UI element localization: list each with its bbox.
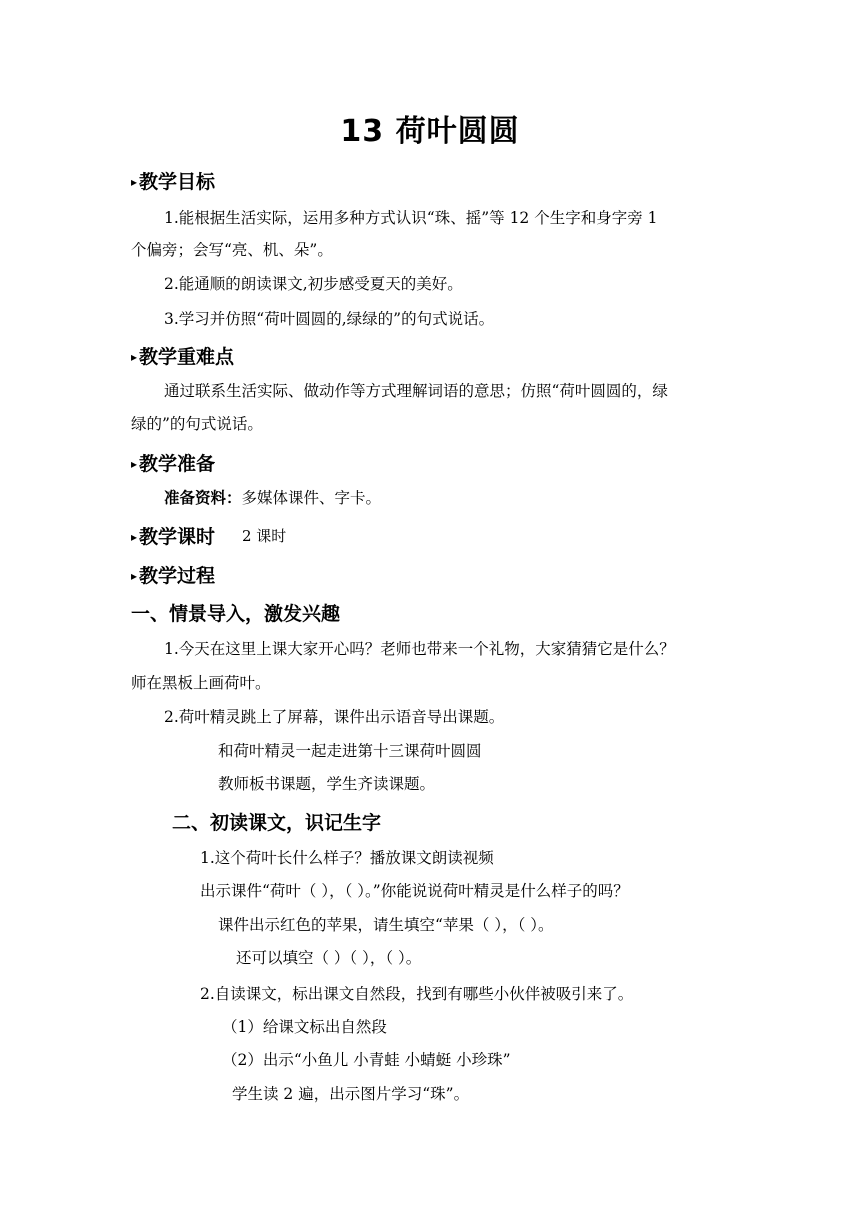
heading-teaching-process (131, 561, 215, 588)
heading-preparation (131, 449, 215, 476)
part2-line-5: 2.自读课文，标出课文自然段，找到有哪些小伙伴被吸引来了。 (200, 985, 634, 1003)
part1-line-4: 教师板书课题，学生齐读课题。 (218, 775, 436, 793)
part1-line-3: 和荷叶精灵一起走进第十三课荷叶圆圆 (218, 742, 482, 760)
heading-key-points (131, 342, 234, 369)
part2-line-3: 课件出示红色的苹果，请生填空“苹果（ ），（ ）。 (218, 916, 554, 934)
lesson-title: 13 荷叶圆圆 (340, 114, 520, 149)
goal-line-1-cont: 个偏旁；会写“亮、机、朵”。 (131, 241, 333, 259)
part2-line-6: （1）给课文标出自然段 (222, 1018, 387, 1036)
goal-line-3: 3.学习并仿照“荷叶圆圆的,绿绿的”的句式说话。 (164, 310, 495, 328)
goal-line-1: 1.能根据生活实际，运用多种方式认识“珠、摇”等 12 个生字和身字旁 1 (164, 209, 658, 227)
class-hours-value: 2 课时 (242, 527, 287, 545)
part2-line-8: 学生读 2 遍，出示图片学习“珠”。 (232, 1085, 470, 1103)
heading-class-hours (131, 522, 215, 549)
triangle-bullet-icon: ▸ (131, 530, 138, 544)
heading-text: 教学课时 (139, 526, 216, 548)
heading-teaching-goals (131, 167, 215, 194)
preparation-label: 准备资料： (164, 489, 242, 507)
triangle-bullet-icon: ▸ (131, 569, 138, 583)
heading-text: 教学准备 (139, 453, 216, 475)
part1-line-1: 1.今天在这里上课大家开心吗？老师也带来一个礼物，大家猜猜它是什么？ (164, 640, 675, 658)
preparation-line (164, 488, 381, 508)
triangle-bullet-icon: ▸ (131, 457, 138, 471)
part2-line-2: 出示课件“荷叶（ ），（ ）。”你能说说荷叶精灵是什么样子的吗？ (200, 882, 629, 900)
part2-line-1: 1.这个荷叶长什么样子？播放课文朗读视频 (200, 849, 494, 867)
key-point-line-1: 通过联系生活实际、做动作等方式理解词语的意思；仿照“荷叶圆圆的，绿 (164, 382, 668, 400)
preparation-text: 多媒体课件、字卡。 (241, 489, 382, 507)
part2-line-7: （2）出示“小鱼儿 小青蛙 小蜻蜓 小珍珠” (222, 1051, 511, 1069)
part1-line-2: 2.荷叶精灵跳上了屏幕，课件出示语音导出课题。 (164, 708, 505, 726)
part1-heading: 一、情景导入，激发兴趣 (131, 603, 341, 625)
part2-heading: 二、初读课文，识记生字 (172, 812, 382, 834)
key-point-line-1-cont: 绿的”的句式说话。 (131, 415, 263, 433)
part2-line-4: 还可以填空（ ）（ ），（ ）。 (236, 949, 422, 967)
heading-text: 教学重难点 (139, 346, 235, 368)
triangle-bullet-icon: ▸ (131, 350, 138, 364)
triangle-bullet-icon: ▸ (131, 175, 138, 189)
goal-line-2: 2.能通顺的朗读课文,初步感受夏天的美好。 (164, 275, 463, 293)
heading-text: 教学目标 (139, 171, 216, 193)
part1-line-1-cont: 师在黑板上画荷叶。 (131, 674, 271, 692)
heading-text: 教学过程 (139, 565, 216, 587)
